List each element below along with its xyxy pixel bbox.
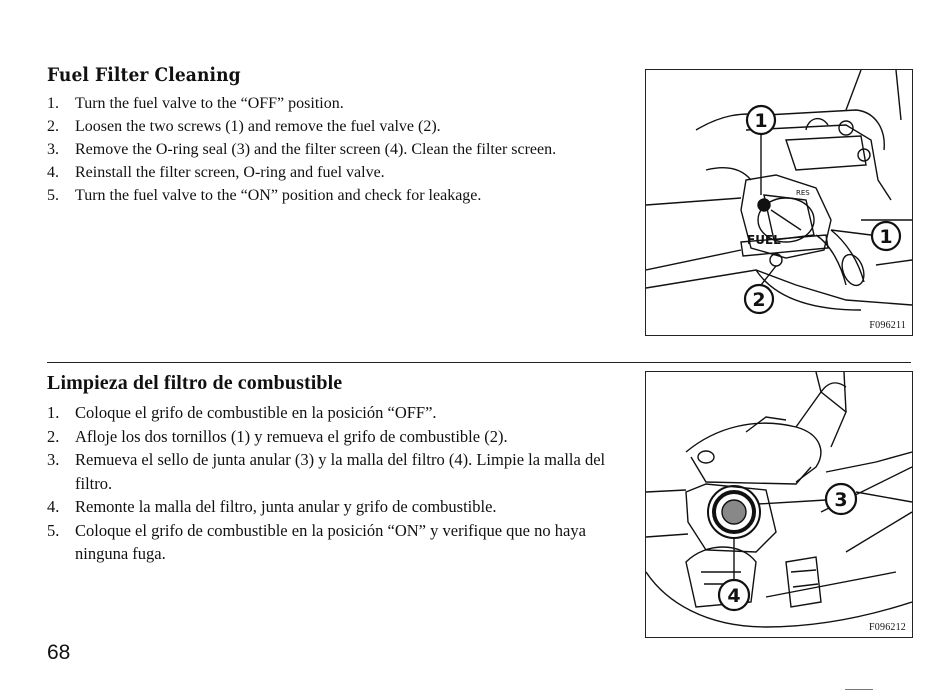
- spanish-section: [47, 372, 627, 566]
- step-number: 1.: [47, 403, 60, 422]
- english-steps: [47, 92, 627, 207]
- spanish-steps: [47, 401, 627, 566]
- step-text: Reinstall the filter screen, O-ring and fuel valve.: [75, 164, 385, 181]
- footer-rule: [845, 689, 873, 690]
- step-text: Turn the fuel valve to the “OFF” position.: [75, 95, 344, 112]
- step-number: 4.: [47, 497, 60, 516]
- step-text: Coloque el grifo de combustible en la posición “OFF”.: [75, 403, 437, 422]
- list-item: [47, 92, 627, 115]
- filter-screen-illustration: [646, 372, 912, 637]
- list-item: [47, 401, 627, 425]
- english-section: [47, 64, 627, 207]
- step-text: Remueva el sello de junta anular (3) y la malla del filtro (4). Limpie la malla del filtro.: [75, 450, 606, 493]
- step-number: 5.: [47, 187, 59, 204]
- step-text: Afloje los dos tornillos (1) y remueva el grifo de combustible (2).: [75, 426, 508, 446]
- section-divider: [47, 362, 911, 363]
- spanish-title: Limpieza del filtro de combustible: [47, 372, 343, 394]
- step-text: Loosen the two screws (1) and remove the fuel valve (2).: [75, 118, 441, 135]
- svg-text:4: 4: [727, 585, 741, 607]
- figure-fuel-valve: [645, 69, 913, 336]
- figure-code: F096212: [869, 622, 906, 633]
- callout-3: [826, 484, 856, 514]
- figure-code: F096211: [869, 320, 906, 331]
- callout-2: [745, 285, 773, 313]
- step-text: Coloque el grifo de combustible en la posición “ON” y verifique que no haya ninguna fuga.: [75, 520, 586, 563]
- step-text: Turn the fuel valve to the “ON” position and check for leakage.: [75, 187, 482, 204]
- list-item: [47, 448, 627, 495]
- step-number: 4.: [47, 164, 59, 181]
- valve-label: FUEL: [747, 233, 781, 247]
- callout-4: [719, 580, 749, 610]
- svg-text:1: 1: [754, 110, 768, 132]
- list-item: [47, 184, 627, 207]
- svg-text:1: 1: [879, 226, 893, 248]
- step-number: 1.: [47, 95, 59, 112]
- svg-text:2: 2: [752, 289, 766, 311]
- step-number: 2.: [47, 118, 59, 135]
- list-item: [47, 425, 627, 449]
- list-item: [47, 138, 627, 161]
- step-text: Remove the O-ring seal (3) and the filter screen (4). Clean the filter screen.: [75, 141, 557, 158]
- valve-small-label: RES: [796, 189, 810, 197]
- list-item: [47, 495, 627, 519]
- callout-1-top: [747, 106, 775, 134]
- callout-1-right: [872, 222, 900, 250]
- fuel-valve-illustration: [646, 70, 912, 335]
- svg-text:3: 3: [834, 489, 848, 511]
- list-item: [47, 115, 627, 138]
- english-title: Fuel Filter Cleaning: [47, 64, 241, 86]
- list-item: [47, 161, 627, 184]
- step-number: 3.: [47, 141, 59, 158]
- figure-filter-screen: [645, 371, 913, 638]
- step-number: 5.: [47, 520, 60, 540]
- step-number: 3.: [47, 450, 60, 469]
- step-number: 2.: [47, 426, 60, 446]
- list-item: [47, 519, 627, 566]
- page-number: 68: [47, 641, 71, 664]
- step-text: Remonte la malla del filtro, junta anular y grifo de combustible.: [75, 497, 497, 516]
